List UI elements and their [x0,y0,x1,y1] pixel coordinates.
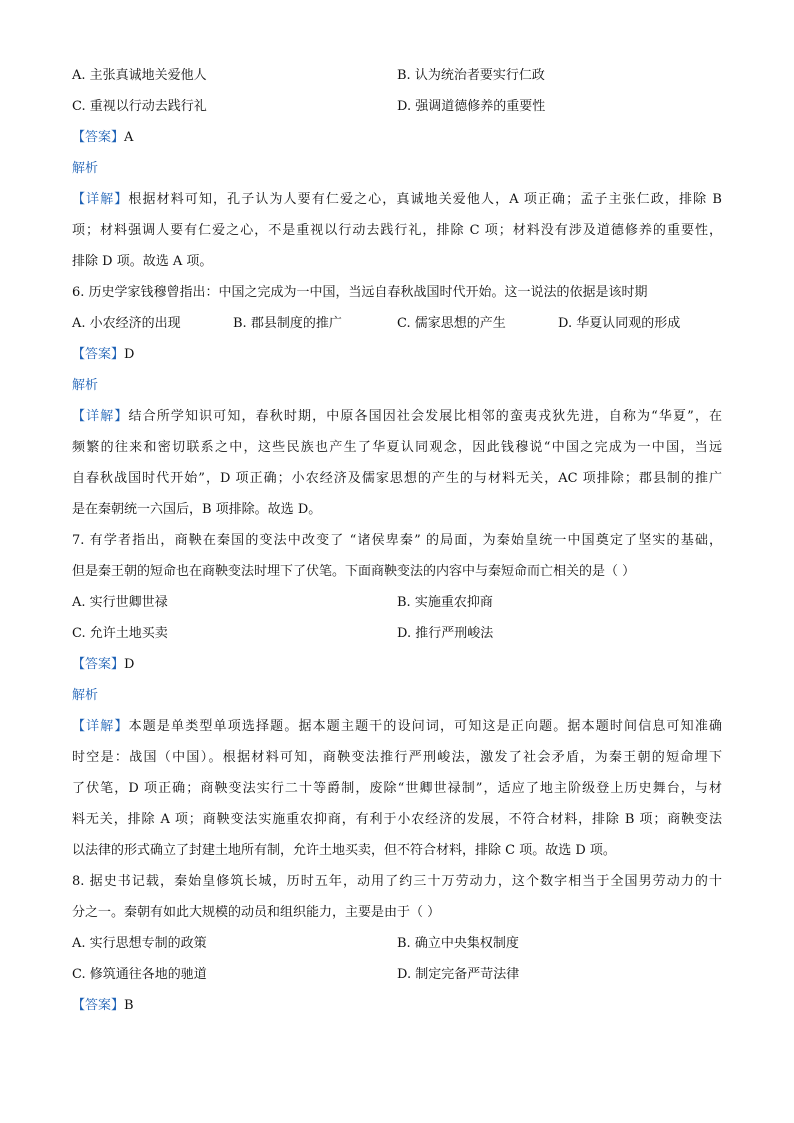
q6-analysis-heading [72,370,722,401]
q7-analysis-heading [72,680,722,711]
q6-detail-line-2: 频繁的往来和密切联系之中，这些民族也产生了华夏认同观念，因此钱穆说“中国之完成为一中国，当远 [72,440,722,455]
q6-answer-tag: 【答案】 [72,347,125,362]
q5-option-d: D. 强调道德修养的重要性 [397,99,546,114]
q7-options-row-1 [72,587,722,618]
q6-option-d: D. 华夏认同观的形成 [558,316,681,331]
q7-answer-tag: 【答案】 [72,657,125,672]
q6-answer-value: D [124,347,135,362]
q5-options-row-2 [72,91,722,122]
q8-option-b: B. 确立中央集权制度 [397,936,519,951]
q6-detail-line-4: 是在秦朝统一六国后，B 项排除。故选 D。 [72,502,322,517]
q6-detail-line-3: 自春秋战国时代开始”，D 项正确；小农经济及儒家思想的产生的与材料无关，AC 项排除；郡县制的推广 [72,471,722,486]
q7-detail-line-3: 了伏笔，D 项正确；商鞅变法实行二十等爵制，废除“世卿世禄制”，适应了地主阶级登上历史舞台，与材 [72,781,722,796]
q7-option-d: D. 推行严刑峻法 [397,626,494,641]
q5-detail-line-1 [72,184,722,215]
q7-detail-line-4: 料无关，排除 A 项；商鞅变法实施重农抑商，有利于小农经济的发展，不符合材料，排除 B 项；商鞅变法 [72,812,722,827]
q7-option-b: B. 实施重农抑商 [397,595,493,610]
q5-answer-tag: 【答案】 [72,130,125,145]
q6-option-b: B. 郡县制度的推广 [233,316,342,331]
q7-stem-line-2: 但是秦王朝的短命也在商鞅变法时埋下了伏笔。下面商鞅变法的内容中与秦短命而亡相关的是（ ） [72,564,636,579]
q5-detail-tag: 【详解】 [72,192,129,207]
q5-analysis-heading [72,153,722,184]
q6-options-row [72,308,722,339]
q7-answer-value: D [124,657,135,672]
q6-answer [72,339,722,370]
q7-detail-line-5: 以法律的形式确立了封建土地所有制，允许土地买卖，但不符合材料，排除 C 项。故选 D 项。 [72,843,616,858]
q7-analysis-tag: 解析 [72,688,99,703]
q7-detail-tag: 【详解】 [72,719,129,734]
q7-stem-line-1: 7. 有学者指出，商鞅在秦国的变法中改变了 “诸侯卑秦” 的局面，为秦始皇统一中国奠定了坚实的基础， [72,533,722,548]
q8-option-c: C. 修筑通往各地的驰道 [72,967,207,982]
q5-option-a: A. 主张真诚地关爱他人 [72,68,207,83]
q5-analysis-tag: 解析 [72,161,99,176]
q5-options-row-1 [72,60,722,91]
q8-answer [72,990,722,1021]
q8-stem-line-1: 8. 据史书记载，秦始皇修筑长城，历时五年，动用了约三十万劳动力，这个数字相当于全国男劳动力的十 [72,874,722,889]
q7-option-a: A. 实行世卿世禄 [72,595,168,610]
q7-option-c: C. 允许土地买卖 [72,626,168,641]
q6-option-c: C. 儒家思想的产生 [397,316,506,331]
q7-detail-line-2: 时空是：战国（中国）。根据材料可知，商鞅变法推行严刑峻法，激发了社会矛盾，为秦王朝的短命埋下 [72,750,722,765]
q8-option-a: A. 实行思想专制的政策 [72,936,207,951]
q5-option-c: C. 重视以行动去践行礼 [72,99,207,114]
q5-answer-value: A [124,130,134,145]
q6-stem: 6. 历史学家钱穆曾指出：中国之完成为一中国，当远自春秋战国时代开始。这一说法的依据是该时期 [72,285,648,300]
q8-options-row-2 [72,959,722,990]
q7-answer [72,649,722,680]
q8-stem-line-2: 分之一。秦朝有如此大规模的动员和组织能力，主要是由于（ ） [72,905,441,920]
document-page [72,60,722,1021]
q6-option-a: A. 小农经济的出现 [72,316,181,331]
q6-detail-tag: 【详解】 [72,409,129,424]
q5-detail-line-2: 项；材料强调人要有仁爱之心，不是重视以行动去践行礼，排除 C 项；材料没有涉及道德修养的重要性， [72,223,722,238]
q7-detail-line-1 [72,711,722,742]
q6-detail-line-1 [72,401,722,432]
q7-detail-text-1: 本题是单类型单项选择题。据本题主题干的设问词，可知这是正向题。据本题时间信息可知准确 [128,719,722,734]
q5-option-b: B. 认为统治者要实行仁政 [397,68,545,83]
q8-options-row-1 [72,928,722,959]
q6-detail-text-1: 结合所学知识可知，春秋时期，中原各国因社会发展比相邻的蛮夷戎狄先进，自称为“华夏”，在 [128,409,722,424]
q8-answer-tag: 【答案】 [72,998,125,1013]
q5-answer [72,122,722,153]
q6-analysis-tag: 解析 [72,378,99,393]
q8-answer-value: B [124,998,134,1013]
q5-detail-text-1: 根据材料可知，孔子认为人要有仁爱之心，真诚地关爱他人，A 项正确；孟子主张仁政，排除 B [128,192,722,207]
q7-options-row-2 [72,618,722,649]
q8-option-d: D. 制定完备严苛法律 [397,967,520,982]
q5-detail-line-3: 排除 D 项。故选 A 项。 [72,254,213,269]
